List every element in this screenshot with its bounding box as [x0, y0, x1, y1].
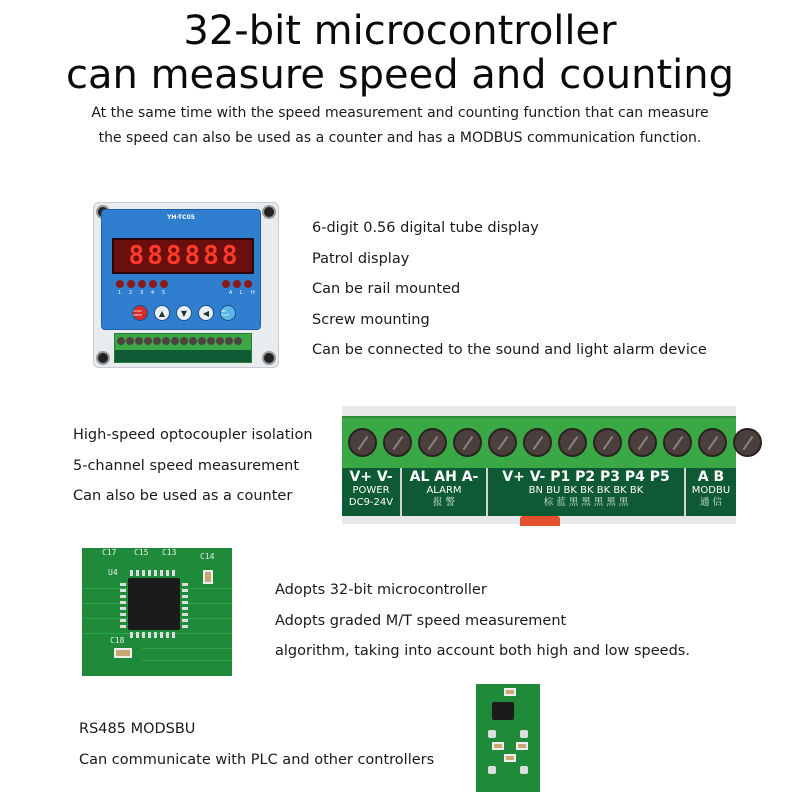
led-label: 4 [151, 290, 155, 296]
alarm-terminal-label: AL AH A- ALARM 报 警 [402, 468, 486, 516]
up-arrow-icon: ▲ [154, 305, 170, 321]
screw-icon [453, 428, 482, 457]
capacitor-icon [516, 742, 528, 750]
capacitor-icon [492, 742, 504, 750]
led-label: H [251, 290, 255, 296]
screw-icon [488, 428, 517, 457]
feature-item: High-speed optocoupler isolation [73, 427, 313, 443]
feature-item: 6-digit 0.56 digital tube display [312, 220, 539, 236]
feature-item: Can be connected to the sound and light alarm device [312, 342, 707, 358]
front-panel [101, 209, 261, 330]
led-label: 2 [129, 290, 133, 296]
screw-icon [418, 428, 447, 457]
keypad [132, 305, 236, 321]
feature-item: Can be rail mounted [312, 281, 461, 297]
feature-item: Screw mounting [312, 311, 430, 328]
mcu-features-list [275, 575, 690, 667]
screw-icon [558, 428, 587, 457]
led-icon [138, 280, 146, 288]
led-icon [116, 280, 124, 288]
feature-item: RS485 MODSBU [79, 721, 196, 737]
mount-hole [262, 205, 276, 219]
rs485-pcb-image [476, 684, 540, 792]
feature-item: 5-channel speed measurement [73, 457, 300, 474]
headline-line-2: can measure speed and counting [66, 52, 734, 98]
feature-item: Adopts 32-bit microcontroller [275, 582, 487, 598]
terminal-screws [348, 428, 762, 457]
led-label: L [240, 290, 243, 296]
mcu-pcb-image: C17 C15 C13 C14 U4 C18 [82, 548, 232, 676]
capacitor-icon [504, 688, 516, 696]
led-label: 3 [140, 290, 144, 296]
capacitor-icon [504, 754, 516, 762]
terminal-block-image [342, 406, 736, 524]
chan-menu-button: CHAN MENU [132, 305, 148, 321]
seven-segment-display [112, 238, 254, 274]
set-save-button: SET SAVE [220, 305, 236, 321]
subtitle-line-1: At the same time with the speed measurement and counting function that can measure [91, 105, 709, 121]
power-terminal-label: V+ V- POWER DC9-24V [342, 468, 400, 516]
mcu-chip-icon [128, 578, 180, 630]
digit: 8 [147, 241, 163, 271]
led-icon [160, 280, 168, 288]
screw-icon [348, 428, 377, 457]
feature-item: Adopts graded M/T speed measurement [275, 612, 567, 629]
feature-item: Can also be used as a counter [73, 488, 293, 504]
modbus-terminal-label: A B MODBU 通 信 [686, 468, 736, 516]
comm-features-list [79, 714, 434, 775]
screw-icon [593, 428, 622, 457]
din-clip [520, 516, 560, 526]
led-icon [222, 280, 230, 288]
device-features-list [312, 213, 707, 366]
subtitle-line-2: the speed can also be used as a counter and has a MODBUS communication function. [98, 130, 702, 146]
led-label: 5 [162, 290, 166, 296]
capacitor-icon [114, 648, 132, 658]
left-arrow-icon: ◀ [198, 305, 214, 321]
device-image [93, 202, 279, 368]
mount-hole [262, 351, 276, 365]
led-icon [127, 280, 135, 288]
mount-hole [96, 351, 110, 365]
screw-icon [733, 428, 762, 457]
capacitor-icon [203, 570, 213, 584]
channel-leds [116, 280, 168, 288]
input-features-list [73, 420, 313, 512]
screw-icon [698, 428, 727, 457]
digit: 8 [165, 241, 182, 271]
rs485-chip-icon [492, 702, 514, 720]
digit: 8 [203, 241, 219, 271]
screw-icon [628, 428, 657, 457]
alarm-leds [222, 280, 252, 288]
digit: 8 [128, 241, 145, 271]
led-label: A [229, 290, 233, 296]
screw-icon [663, 428, 692, 457]
led-label: 1 [118, 290, 122, 296]
terminal-strip [114, 333, 252, 363]
feature-item: Patrol display [312, 250, 410, 267]
feature-item: algorithm, taking into account both high and low speeds. [275, 643, 690, 659]
model-label: YH-TC05 [167, 214, 195, 221]
screw-icon [523, 428, 552, 457]
sensor-terminal-label: V+ V- P1 P2 P3 P4 P5 BN BU BK BK BK BK BK 棕 蓝 黑 黑 黑 黑 黑 [488, 468, 684, 516]
terminal-labels [342, 468, 736, 516]
feature-item: Can communicate with PLC and other controllers [79, 751, 435, 768]
screw-icon [383, 428, 412, 457]
headline-line-1: 32-bit microcontroller [183, 8, 617, 54]
digit: 8 [221, 241, 238, 271]
led-icon [149, 280, 157, 288]
led-icon [233, 280, 241, 288]
digit: 8 [184, 241, 201, 271]
down-arrow-icon: ▼ [176, 305, 192, 321]
led-icon [244, 280, 252, 288]
